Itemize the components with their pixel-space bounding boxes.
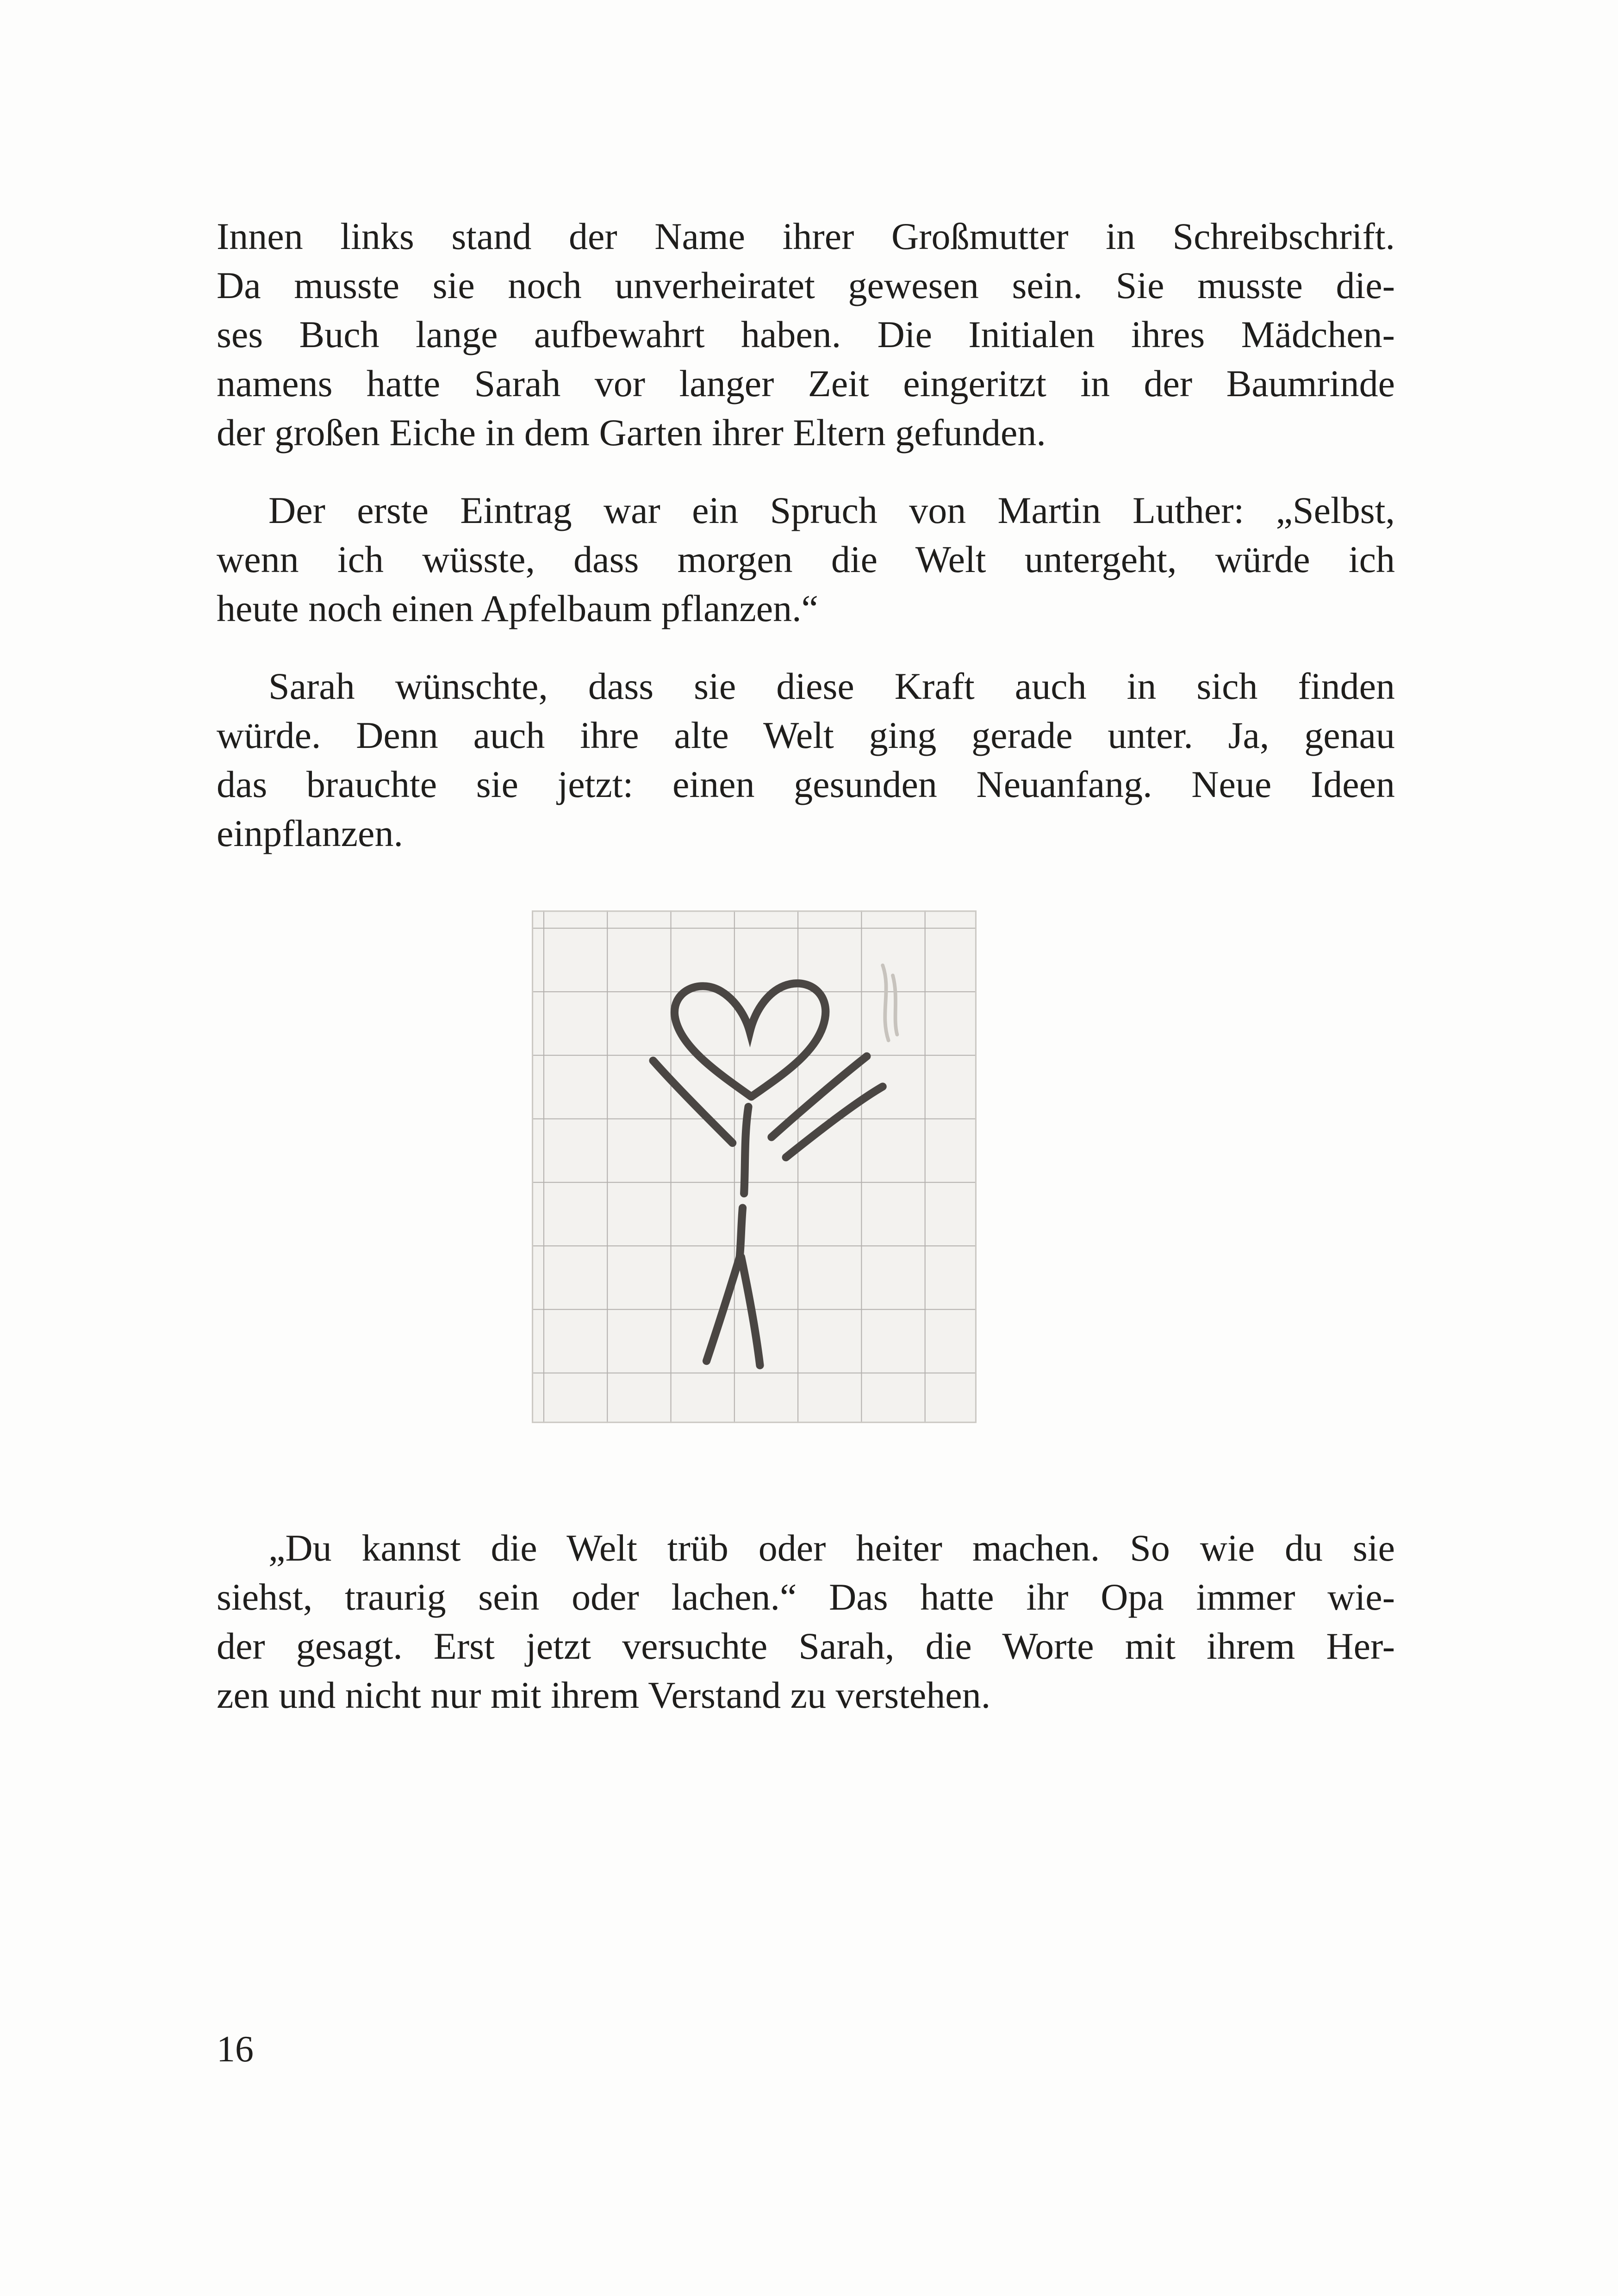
text-line: das brauchte sie jetzt: einen gesunden Neuanfang. Neue Ideen bbox=[217, 763, 1395, 805]
text-line: würde. Denn auch ihre alte Welt ging gerade unter. Ja, genau bbox=[217, 714, 1395, 756]
text-line: heute noch einen Apfelbaum pflanzen.“ bbox=[217, 587, 819, 629]
text-line: „Du kannst die Welt trüb oder heiter machen. So wie du sie bbox=[268, 1527, 1395, 1569]
body-drawing-lower bbox=[740, 1208, 742, 1257]
text-block-below-figure bbox=[217, 1524, 1395, 1720]
paragraph bbox=[217, 486, 1395, 633]
page-number: 16 bbox=[217, 2029, 254, 2070]
paragraph bbox=[217, 662, 1395, 858]
text-line: ses Buch lange aufbewahrt haben. Die Initialen ihres Mädchen- bbox=[217, 313, 1395, 355]
text-line: zen und nicht nur mit ihrem Verstand zu verstehen. bbox=[217, 1674, 991, 1716]
text-line: namens hatte Sarah vor langer Zeit eingeritzt in der Baumrinde bbox=[217, 362, 1395, 404]
text-line: siehst, traurig sein oder lachen.“ Das hatte ihr Opa immer wie- bbox=[217, 1576, 1395, 1618]
text-line: Innen links stand der Name ihrer Großmutter in Schreibschrift. bbox=[217, 215, 1395, 257]
text-line: Da musste sie noch unverheiratet gewesen sein. Sie musste die- bbox=[217, 264, 1395, 306]
text-line: Der erste Eintrag war ein Spruch von Martin Luther: „Selbst, bbox=[268, 489, 1395, 531]
paragraph bbox=[217, 1524, 1395, 1720]
graph-paper-sketch bbox=[532, 910, 977, 1423]
paragraph bbox=[217, 212, 1395, 457]
text-line: der gesagt. Erst jetzt versuchte Sarah, die Worte mit ihrem Her- bbox=[217, 1625, 1395, 1667]
text-line: Sarah wünschte, dass sie diese Kraft auch in sich finden bbox=[268, 665, 1395, 707]
text-line: wenn ich wüsste, dass morgen die Welt untergeht, würde ich bbox=[217, 538, 1395, 580]
body-drawing-upper bbox=[744, 1107, 748, 1194]
text-line: einpflanzen. bbox=[217, 812, 403, 854]
text-block-above-figure bbox=[217, 212, 1395, 858]
notebook-sketch-figure bbox=[532, 910, 977, 1423]
text-line: der großen Eiche in dem Garten ihrer Eltern gefunden. bbox=[217, 411, 1046, 454]
